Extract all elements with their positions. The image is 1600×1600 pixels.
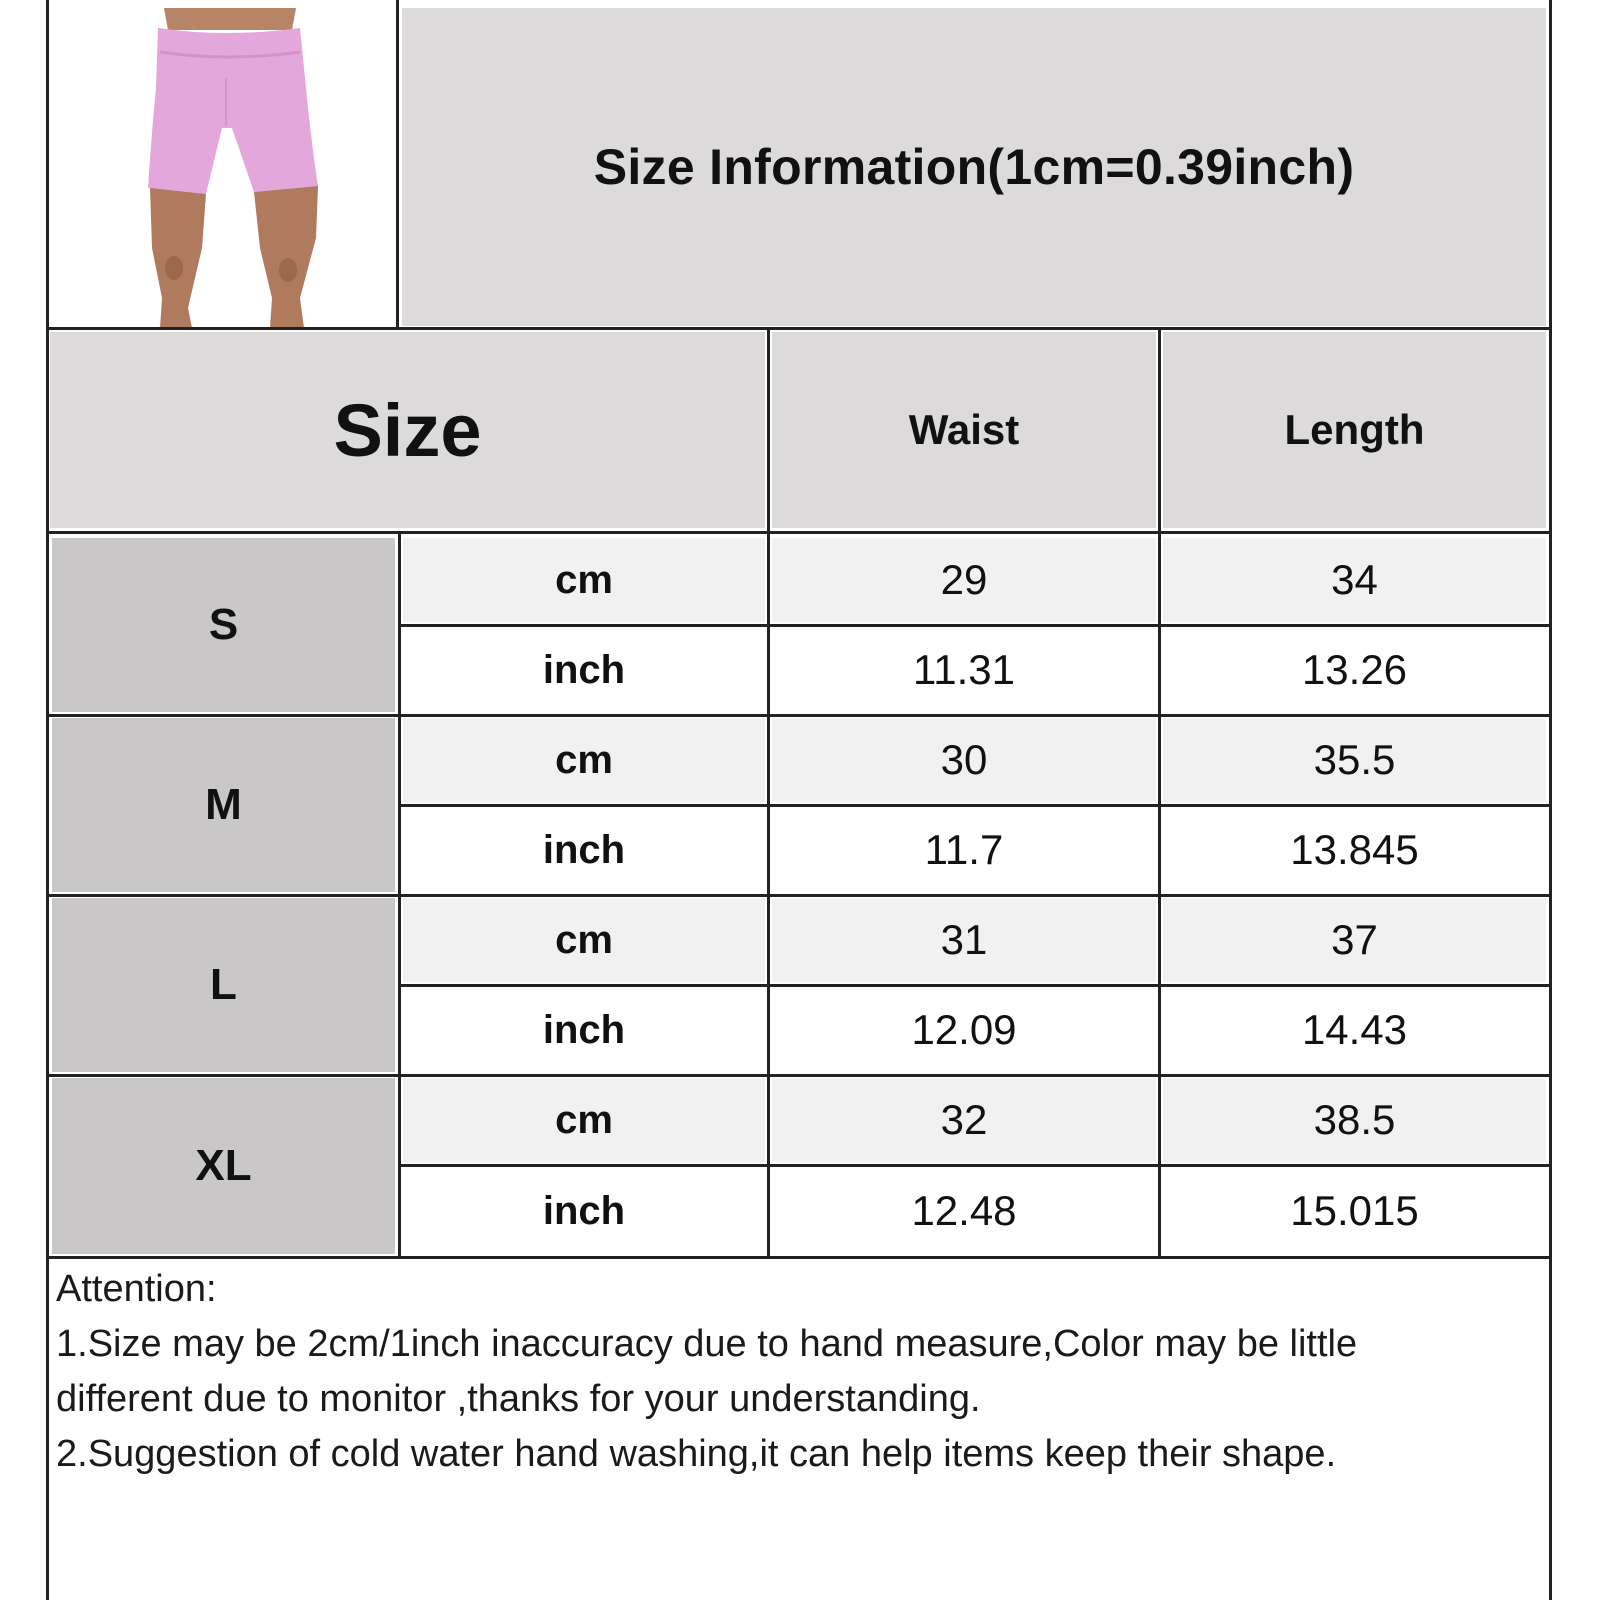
unit-cell bbox=[403, 988, 765, 1072]
unit-cell bbox=[403, 538, 765, 622]
length-cell bbox=[1163, 718, 1546, 802]
size-label: L bbox=[210, 960, 237, 1009]
unit-cell bbox=[403, 898, 765, 982]
waist-value: 12.09 bbox=[911, 1006, 1017, 1053]
page-title: Size Information(1cm=0.39inch) bbox=[593, 139, 1355, 195]
size-header-cell bbox=[50, 332, 765, 528]
waist-cell bbox=[772, 808, 1156, 892]
note-line: different due to monitor ,thanks for your understanding. bbox=[56, 1378, 981, 1420]
length-cell bbox=[1163, 1168, 1546, 1254]
length-value: 13.26 bbox=[1301, 646, 1408, 693]
length-cell bbox=[1163, 988, 1546, 1072]
waist-value: 11.7 bbox=[924, 826, 1004, 873]
size-label: M bbox=[205, 780, 242, 829]
length-header-cell bbox=[1163, 332, 1546, 528]
size-cell-m bbox=[52, 718, 395, 892]
waist-cell bbox=[772, 628, 1156, 712]
waist-cell bbox=[772, 718, 1156, 802]
waist-value: 32 bbox=[940, 1096, 988, 1143]
size-info-title-cell bbox=[402, 8, 1546, 326]
length-cell bbox=[1163, 898, 1546, 982]
unit-label: inch bbox=[542, 1188, 626, 1233]
unit-label: inch bbox=[542, 827, 626, 872]
waist-value: 11.31 bbox=[913, 646, 1015, 693]
length-value: 37 bbox=[1331, 916, 1378, 963]
unit-label: inch bbox=[542, 647, 626, 692]
waist-value: 31 bbox=[940, 916, 988, 963]
waist-cell bbox=[772, 898, 1156, 982]
note-line: 2.Suggestion of cold water hand washing,it can help items keep their shape. bbox=[56, 1433, 1337, 1475]
unit-label: cm bbox=[555, 1097, 613, 1142]
shorts-model-image bbox=[56, 8, 396, 328]
length-cell bbox=[1163, 808, 1546, 892]
length-value: 34 bbox=[1331, 556, 1378, 603]
length-value: 13.845 bbox=[1290, 826, 1419, 873]
size-cell-l bbox=[52, 898, 395, 1072]
waist-cell bbox=[772, 538, 1156, 622]
size-label: S bbox=[208, 600, 239, 649]
length-cell bbox=[1163, 1078, 1546, 1162]
waist-value: 12.48 bbox=[911, 1187, 1017, 1234]
length-cell bbox=[1163, 628, 1546, 712]
size-cell-s bbox=[52, 538, 395, 712]
waist-cell bbox=[772, 1078, 1156, 1162]
size-cell-xl bbox=[52, 1078, 395, 1254]
size-column-header: Size bbox=[333, 388, 482, 472]
unit-label: cm bbox=[555, 557, 613, 602]
length-value: 35.5 bbox=[1313, 736, 1396, 783]
unit-cell bbox=[403, 718, 765, 802]
length-value: 14.43 bbox=[1301, 1006, 1408, 1053]
waist-header-cell bbox=[772, 332, 1156, 528]
unit-cell bbox=[403, 628, 765, 712]
length-column-header: Length bbox=[1284, 406, 1425, 453]
length-value: 38.5 bbox=[1313, 1096, 1396, 1143]
attention-notes bbox=[56, 1262, 1536, 1482]
note-line: 1.Size may be 2cm/1inch inaccuracy due to hand measure,Color may be little bbox=[56, 1323, 1358, 1365]
size-label: XL bbox=[195, 1141, 252, 1190]
product-photo bbox=[56, 8, 396, 328]
waist-value: 30 bbox=[940, 736, 988, 783]
length-cell bbox=[1163, 538, 1546, 622]
unit-label: inch bbox=[542, 1007, 626, 1052]
unit-cell bbox=[403, 808, 765, 892]
unit-cell bbox=[403, 1168, 765, 1254]
length-value: 15.015 bbox=[1290, 1187, 1419, 1234]
waist-cell bbox=[772, 988, 1156, 1072]
waist-cell bbox=[772, 1168, 1156, 1254]
unit-label: cm bbox=[555, 737, 613, 782]
attention-heading: Attention: bbox=[56, 1268, 217, 1310]
unit-label: cm bbox=[555, 917, 613, 962]
unit-cell bbox=[403, 1078, 765, 1162]
waist-value: 29 bbox=[940, 556, 988, 603]
waist-column-header: Waist bbox=[908, 406, 1020, 453]
